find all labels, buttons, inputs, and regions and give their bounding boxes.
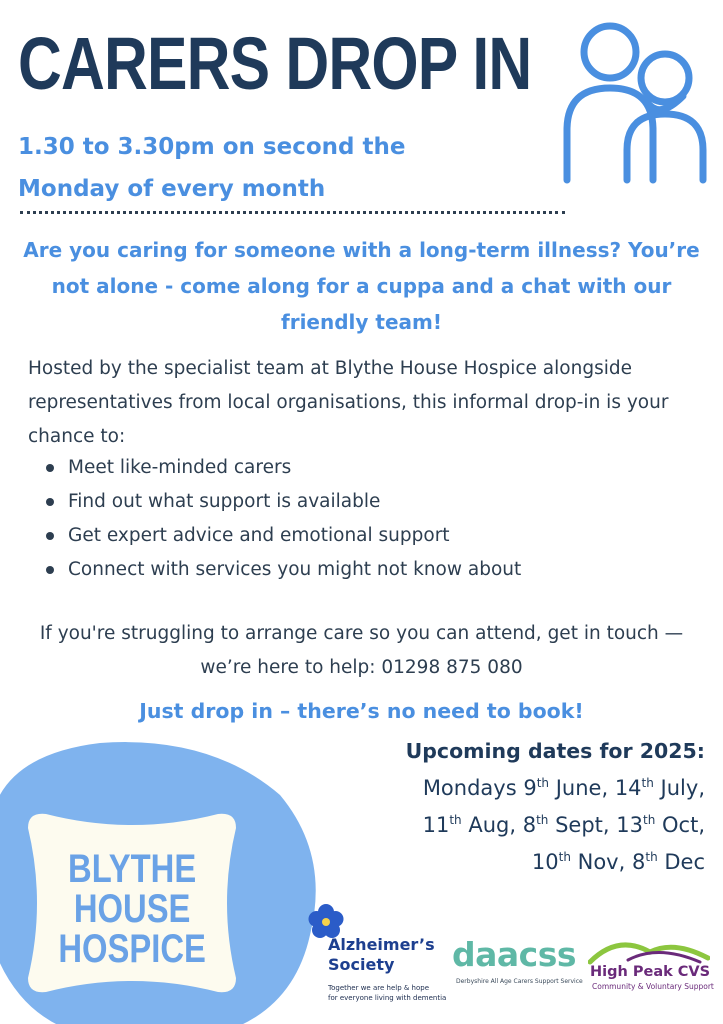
date-month: July bbox=[660, 776, 699, 800]
dates-prefix: Mondays bbox=[422, 776, 517, 800]
alzheimers-tagline bbox=[328, 983, 446, 1003]
date-suffix: th bbox=[558, 850, 571, 864]
daacss-logo: daacss bbox=[452, 935, 577, 974]
alzheimers-tagline-2: for everyone living with dementia bbox=[328, 994, 447, 1002]
daacss-tagline: Derbyshire All Age Carers Support Service bbox=[456, 978, 583, 985]
intro-text: Hosted by the specialist team at Blythe House Hospice alongside representatives from local organisations, this informal drop-in is your chance to: bbox=[28, 358, 669, 447]
date-month: Dec bbox=[664, 850, 705, 874]
date-suffix: th bbox=[643, 813, 656, 827]
alzheimers-tagline-1: Together we are help & hope bbox=[328, 984, 430, 992]
list-item: Get expert advice and emotional support bbox=[42, 519, 682, 553]
date-day: 11 bbox=[422, 813, 450, 837]
high-peak-cvs-logo: High Peak CVS bbox=[590, 964, 711, 980]
date-month: Sept bbox=[555, 813, 603, 837]
date-suffix: th bbox=[536, 813, 549, 827]
list-item: Meet like-minded carers bbox=[42, 451, 682, 485]
benefits-list bbox=[42, 451, 682, 587]
event-time: 1.30 to 3.30pm on second the Monday of every month bbox=[18, 134, 406, 202]
date-day: 14 bbox=[614, 776, 642, 800]
date-day: 13 bbox=[616, 813, 643, 837]
contact-text: If you're struggling to arrange care so you can attend, get in touch — we’re here to help: 01298 875 080 bbox=[39, 623, 684, 678]
divider bbox=[20, 211, 565, 214]
date-month: June bbox=[555, 776, 602, 800]
high-peak-cvs-tagline: Community & Voluntary Support bbox=[592, 982, 714, 991]
list-item: Find out what support is available bbox=[42, 485, 682, 519]
date-suffix: th bbox=[536, 776, 550, 790]
dates-heading: Upcoming dates for 2025: bbox=[405, 739, 705, 763]
hills-icon bbox=[588, 936, 710, 966]
dates-list bbox=[305, 770, 705, 881]
date-day: 9 bbox=[523, 776, 537, 800]
date-day: 8 bbox=[631, 850, 646, 874]
hospice-line-3: HOSPICE bbox=[58, 925, 206, 971]
no-booking-note: Just drop in – there’s no need to book! bbox=[139, 699, 584, 723]
date-month: Oct bbox=[662, 813, 699, 837]
alzheimers-name-2: Society bbox=[328, 955, 395, 974]
blythe-house-hospice-logo bbox=[28, 808, 236, 998]
alzheimers-logo bbox=[328, 935, 435, 975]
alzheimers-name-1: Alzheimer’s bbox=[328, 935, 435, 954]
date-day: 10 bbox=[531, 850, 559, 874]
date-month: Nov bbox=[577, 850, 619, 874]
date-suffix: th bbox=[645, 850, 658, 864]
hospice-line-2: HOUSE bbox=[73, 885, 191, 931]
date-suffix: th bbox=[641, 776, 654, 790]
date-suffix: th bbox=[449, 813, 462, 827]
people-icon bbox=[555, 10, 715, 185]
dates-line-1: Mondays 9th June, 14th July, bbox=[422, 776, 705, 800]
date-day: 8 bbox=[522, 813, 537, 837]
dates-line-3: 10th Nov, 8th Dec bbox=[531, 850, 705, 874]
dates-line-2: 11th Aug, 8th Sept, 13th Oct, bbox=[422, 813, 705, 837]
date-month: Aug bbox=[468, 813, 510, 837]
hospice-line-1: BLYTHE bbox=[68, 845, 197, 891]
list-item: Connect with services you might not know about bbox=[42, 553, 682, 587]
page-title: CARERS DROP IN bbox=[18, 22, 532, 105]
intro-heading: Are you caring for someone with a long-term illness? You’re not alone - come along for a cuppa and a chat with our friendly team! bbox=[23, 238, 700, 334]
